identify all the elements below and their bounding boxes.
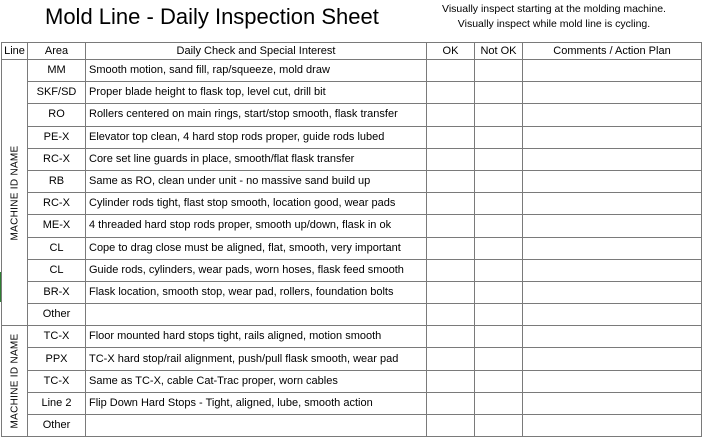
table-row bbox=[2, 237, 702, 259]
check-cell: Proper blade height to flask top, level cut, drill bit bbox=[86, 82, 427, 104]
check-cell: 4 threaded hard stop rods proper, smooth up/down, flask in ok bbox=[86, 215, 427, 237]
col-header-ok: OK bbox=[427, 43, 475, 60]
area-cell: Other bbox=[28, 304, 86, 326]
area-cell: SKF/SD bbox=[28, 82, 86, 104]
check-cell: Guide rods, cylinders, wear pads, worn hoses, flask feed smooth bbox=[86, 259, 427, 281]
area-cell: PE-X bbox=[28, 126, 86, 148]
table-row bbox=[2, 348, 702, 370]
not-ok-cell[interactable] bbox=[475, 326, 523, 348]
not-ok-cell[interactable] bbox=[475, 148, 523, 170]
ok-cell[interactable] bbox=[427, 281, 475, 303]
ok-cell[interactable] bbox=[427, 215, 475, 237]
table-row bbox=[2, 259, 702, 281]
comments-cell[interactable] bbox=[523, 170, 702, 192]
ok-cell[interactable] bbox=[427, 104, 475, 126]
check-cell: Elevator top clean, 4 hard stop rods proper, guide rods lubed bbox=[86, 126, 427, 148]
note-line: Visually inspect starting at the molding machine. bbox=[442, 3, 666, 15]
check-cell: Cope to drag close must be aligned, flat, smooth, very important bbox=[86, 237, 427, 259]
ok-cell[interactable] bbox=[427, 326, 475, 348]
comments-cell[interactable] bbox=[523, 326, 702, 348]
area-cell: CL bbox=[28, 237, 86, 259]
not-ok-cell[interactable] bbox=[475, 281, 523, 303]
table-row bbox=[2, 60, 702, 82]
check-cell bbox=[86, 304, 427, 326]
col-header-line: Line bbox=[2, 43, 28, 60]
check-cell: Core set line guards in place, smooth/flat flask transfer bbox=[86, 148, 427, 170]
table-row bbox=[2, 215, 702, 237]
not-ok-cell[interactable] bbox=[475, 170, 523, 192]
note-line: Visually inspect while mold line is cycling. bbox=[457, 18, 651, 30]
not-ok-cell[interactable] bbox=[475, 126, 523, 148]
area-cell: ME-X bbox=[28, 215, 86, 237]
comments-cell[interactable] bbox=[523, 237, 702, 259]
area-cell: MM bbox=[28, 60, 86, 82]
line-group-label bbox=[2, 60, 28, 326]
comments-cell[interactable] bbox=[523, 304, 702, 326]
table-row bbox=[2, 304, 702, 326]
ok-cell[interactable] bbox=[427, 148, 475, 170]
inspection-table bbox=[1, 42, 702, 437]
comments-cell[interactable] bbox=[523, 259, 702, 281]
check-cell: TC-X hard stop/rail alignment, push/pull flask smooth, wear pad bbox=[86, 348, 427, 370]
not-ok-cell[interactable] bbox=[475, 215, 523, 237]
area-cell: BR-X bbox=[28, 281, 86, 303]
ok-cell[interactable] bbox=[427, 304, 475, 326]
check-cell: Same as TC-X, cable Cat-Trac proper, worn cables bbox=[86, 370, 427, 392]
comments-cell[interactable] bbox=[523, 126, 702, 148]
col-header-check: Daily Check and Special Interest bbox=[86, 43, 427, 60]
area-cell: TC-X bbox=[28, 326, 86, 348]
ok-cell[interactable] bbox=[427, 170, 475, 192]
not-ok-cell[interactable] bbox=[475, 104, 523, 126]
area-cell: RB bbox=[28, 170, 86, 192]
area-cell: Other bbox=[28, 415, 86, 437]
check-cell: Flask location, smooth stop, wear pad, rollers, foundation bolts bbox=[86, 281, 427, 303]
area-cell: TC-X bbox=[28, 370, 86, 392]
ok-cell[interactable] bbox=[427, 259, 475, 281]
check-cell bbox=[86, 415, 427, 437]
check-cell: Floor mounted hard stops tight, rails aligned, motion smooth bbox=[86, 326, 427, 348]
comments-cell[interactable] bbox=[523, 193, 702, 215]
table-row bbox=[2, 82, 702, 104]
comments-cell[interactable] bbox=[523, 148, 702, 170]
line-group-label-text: MACHINE ID NAME bbox=[9, 333, 20, 429]
area-cell: RC-X bbox=[28, 193, 86, 215]
not-ok-cell[interactable] bbox=[475, 392, 523, 414]
ok-cell[interactable] bbox=[427, 82, 475, 104]
col-header-area: Area bbox=[28, 43, 86, 60]
not-ok-cell[interactable] bbox=[475, 370, 523, 392]
ok-cell[interactable] bbox=[427, 60, 475, 82]
comments-cell[interactable] bbox=[523, 281, 702, 303]
ok-cell[interactable] bbox=[427, 348, 475, 370]
comments-cell[interactable] bbox=[523, 415, 702, 437]
not-ok-cell[interactable] bbox=[475, 304, 523, 326]
area-cell: RC-X bbox=[28, 148, 86, 170]
not-ok-cell[interactable] bbox=[475, 193, 523, 215]
area-cell: CL bbox=[28, 259, 86, 281]
check-cell: Same as RO, clean under unit - no massive sand build up bbox=[86, 170, 427, 192]
table-row bbox=[2, 126, 702, 148]
not-ok-cell[interactable] bbox=[475, 415, 523, 437]
check-cell: Cylinder rods tight, flast stop smooth, location good, wear pads bbox=[86, 193, 427, 215]
inspection-notes bbox=[415, 2, 693, 32]
comments-cell[interactable] bbox=[523, 392, 702, 414]
line-group-label bbox=[2, 326, 28, 437]
not-ok-cell[interactable] bbox=[475, 259, 523, 281]
not-ok-cell[interactable] bbox=[475, 60, 523, 82]
table-row bbox=[2, 170, 702, 192]
comments-cell[interactable] bbox=[523, 215, 702, 237]
not-ok-cell[interactable] bbox=[475, 237, 523, 259]
header-row bbox=[2, 43, 702, 60]
ok-cell[interactable] bbox=[427, 415, 475, 437]
area-cell: PPX bbox=[28, 348, 86, 370]
ok-cell[interactable] bbox=[427, 392, 475, 414]
check-cell: Flip Down Hard Stops - Tight, aligned, lube, smooth action bbox=[86, 392, 427, 414]
not-ok-cell[interactable] bbox=[475, 348, 523, 370]
comments-cell[interactable] bbox=[523, 348, 702, 370]
col-header-not-ok: Not OK bbox=[475, 43, 523, 60]
comments-cell[interactable] bbox=[523, 82, 702, 104]
table-row bbox=[2, 193, 702, 215]
area-cell: Line 2 bbox=[28, 392, 86, 414]
ok-cell[interactable] bbox=[427, 370, 475, 392]
sheet-title: Mold Line - Daily Inspection Sheet bbox=[45, 4, 379, 29]
ok-cell[interactable] bbox=[427, 237, 475, 259]
table-row bbox=[2, 281, 702, 303]
table-row bbox=[2, 104, 702, 126]
table-row bbox=[2, 370, 702, 392]
table-row bbox=[2, 326, 702, 348]
area-cell: RO bbox=[28, 104, 86, 126]
table-row bbox=[2, 392, 702, 414]
check-cell: Smooth motion, sand fill, rap/squeeze, mold draw bbox=[86, 60, 427, 82]
table-row bbox=[2, 148, 702, 170]
comments-cell[interactable] bbox=[523, 104, 702, 126]
comments-cell[interactable] bbox=[523, 370, 702, 392]
ok-cell[interactable] bbox=[427, 193, 475, 215]
ok-cell[interactable] bbox=[427, 126, 475, 148]
comments-cell[interactable] bbox=[523, 60, 702, 82]
not-ok-cell[interactable] bbox=[475, 82, 523, 104]
table-row bbox=[2, 415, 702, 437]
line-group-label-text: MACHINE ID NAME bbox=[9, 145, 20, 241]
check-cell: Rollers centered on main rings, start/stop smooth, flask transfer bbox=[86, 104, 427, 126]
col-header-comments: Comments / Action Plan bbox=[523, 43, 702, 60]
